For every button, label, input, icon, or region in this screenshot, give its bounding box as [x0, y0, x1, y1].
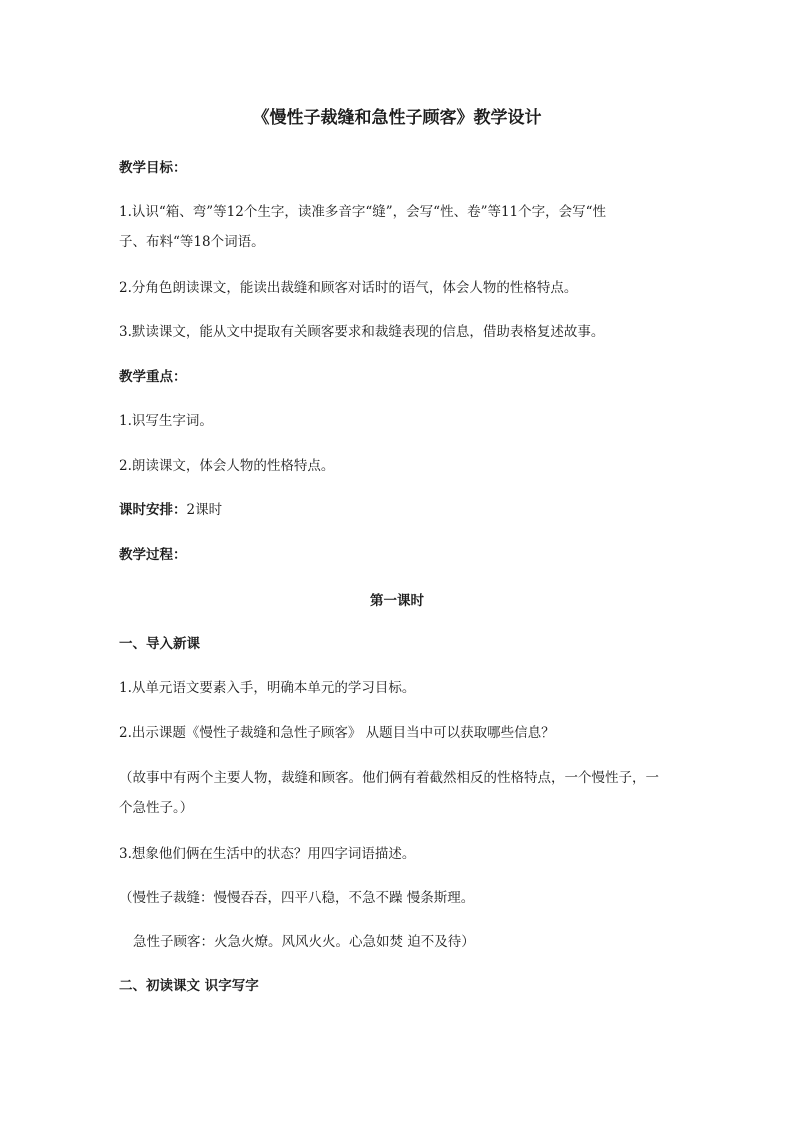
section-1-slow-description: （慢性子裁缝：慢慢吞吞，四平八稳，不急不躁 慢条斯理。	[119, 890, 475, 906]
focus-heading: 教学重点：	[119, 369, 187, 385]
section-1-item-2: 2.出示课题《慢性子裁缝和急性子顾客》 从题目当中可以获取哪些信息？	[119, 725, 555, 741]
goals-heading: 教学目标：	[119, 160, 187, 176]
schedule-line	[119, 501, 679, 519]
schedule-value: 2课时	[186, 502, 223, 518]
section-1-quick-description: 急性子顾客：火急火燎。风风火火。心急如焚 迫不及待）	[133, 934, 475, 950]
focus-2: 2.朗读课文，体会人物的性格特点。	[119, 458, 335, 474]
section-1-answer-line-1: （故事中有两个主要人物，裁缝和顾客。他们俩有着截然相反的性格特点，一个慢性子，一	[119, 770, 659, 786]
section-1-heading: 一、导入新课	[119, 636, 200, 652]
lesson-heading: 第一课时	[370, 593, 424, 609]
goal-2: 2.分角色朗读课文，能读出裁缝和顾客对话时的语气，体会人物的性格特点。	[119, 280, 578, 296]
goal-1-line-2: 子、布料“等18个词语。	[119, 234, 265, 250]
goal-3: 3.默读课文，能从文中提取有关顾客要求和裁缝表现的信息，借助表格复述故事。	[119, 324, 605, 340]
process-heading: 教学过程：	[119, 547, 187, 563]
section-1-item-3: 3.想象他们俩在生活中的状态？用四字词语描述。	[119, 846, 416, 862]
section-1-item-1: 1.从单元语文要素入手，明确本单元的学习目标。	[119, 680, 416, 696]
schedule-label: 课时安排：	[119, 502, 187, 518]
document-title: 《慢性子裁缝和急性子顾客》教学设计	[252, 108, 542, 128]
section-2-heading: 二、初读课文 识字写字	[119, 978, 259, 994]
focus-1: 1.识写生字词。	[119, 413, 213, 429]
goal-1-line-1: 1.认识“箱、弯”等12个生字，读准多音字“缝”，会写“性、卷”等11个字，会写“性	[119, 204, 607, 220]
section-1-answer-line-2: 个急性子。）	[119, 800, 194, 816]
